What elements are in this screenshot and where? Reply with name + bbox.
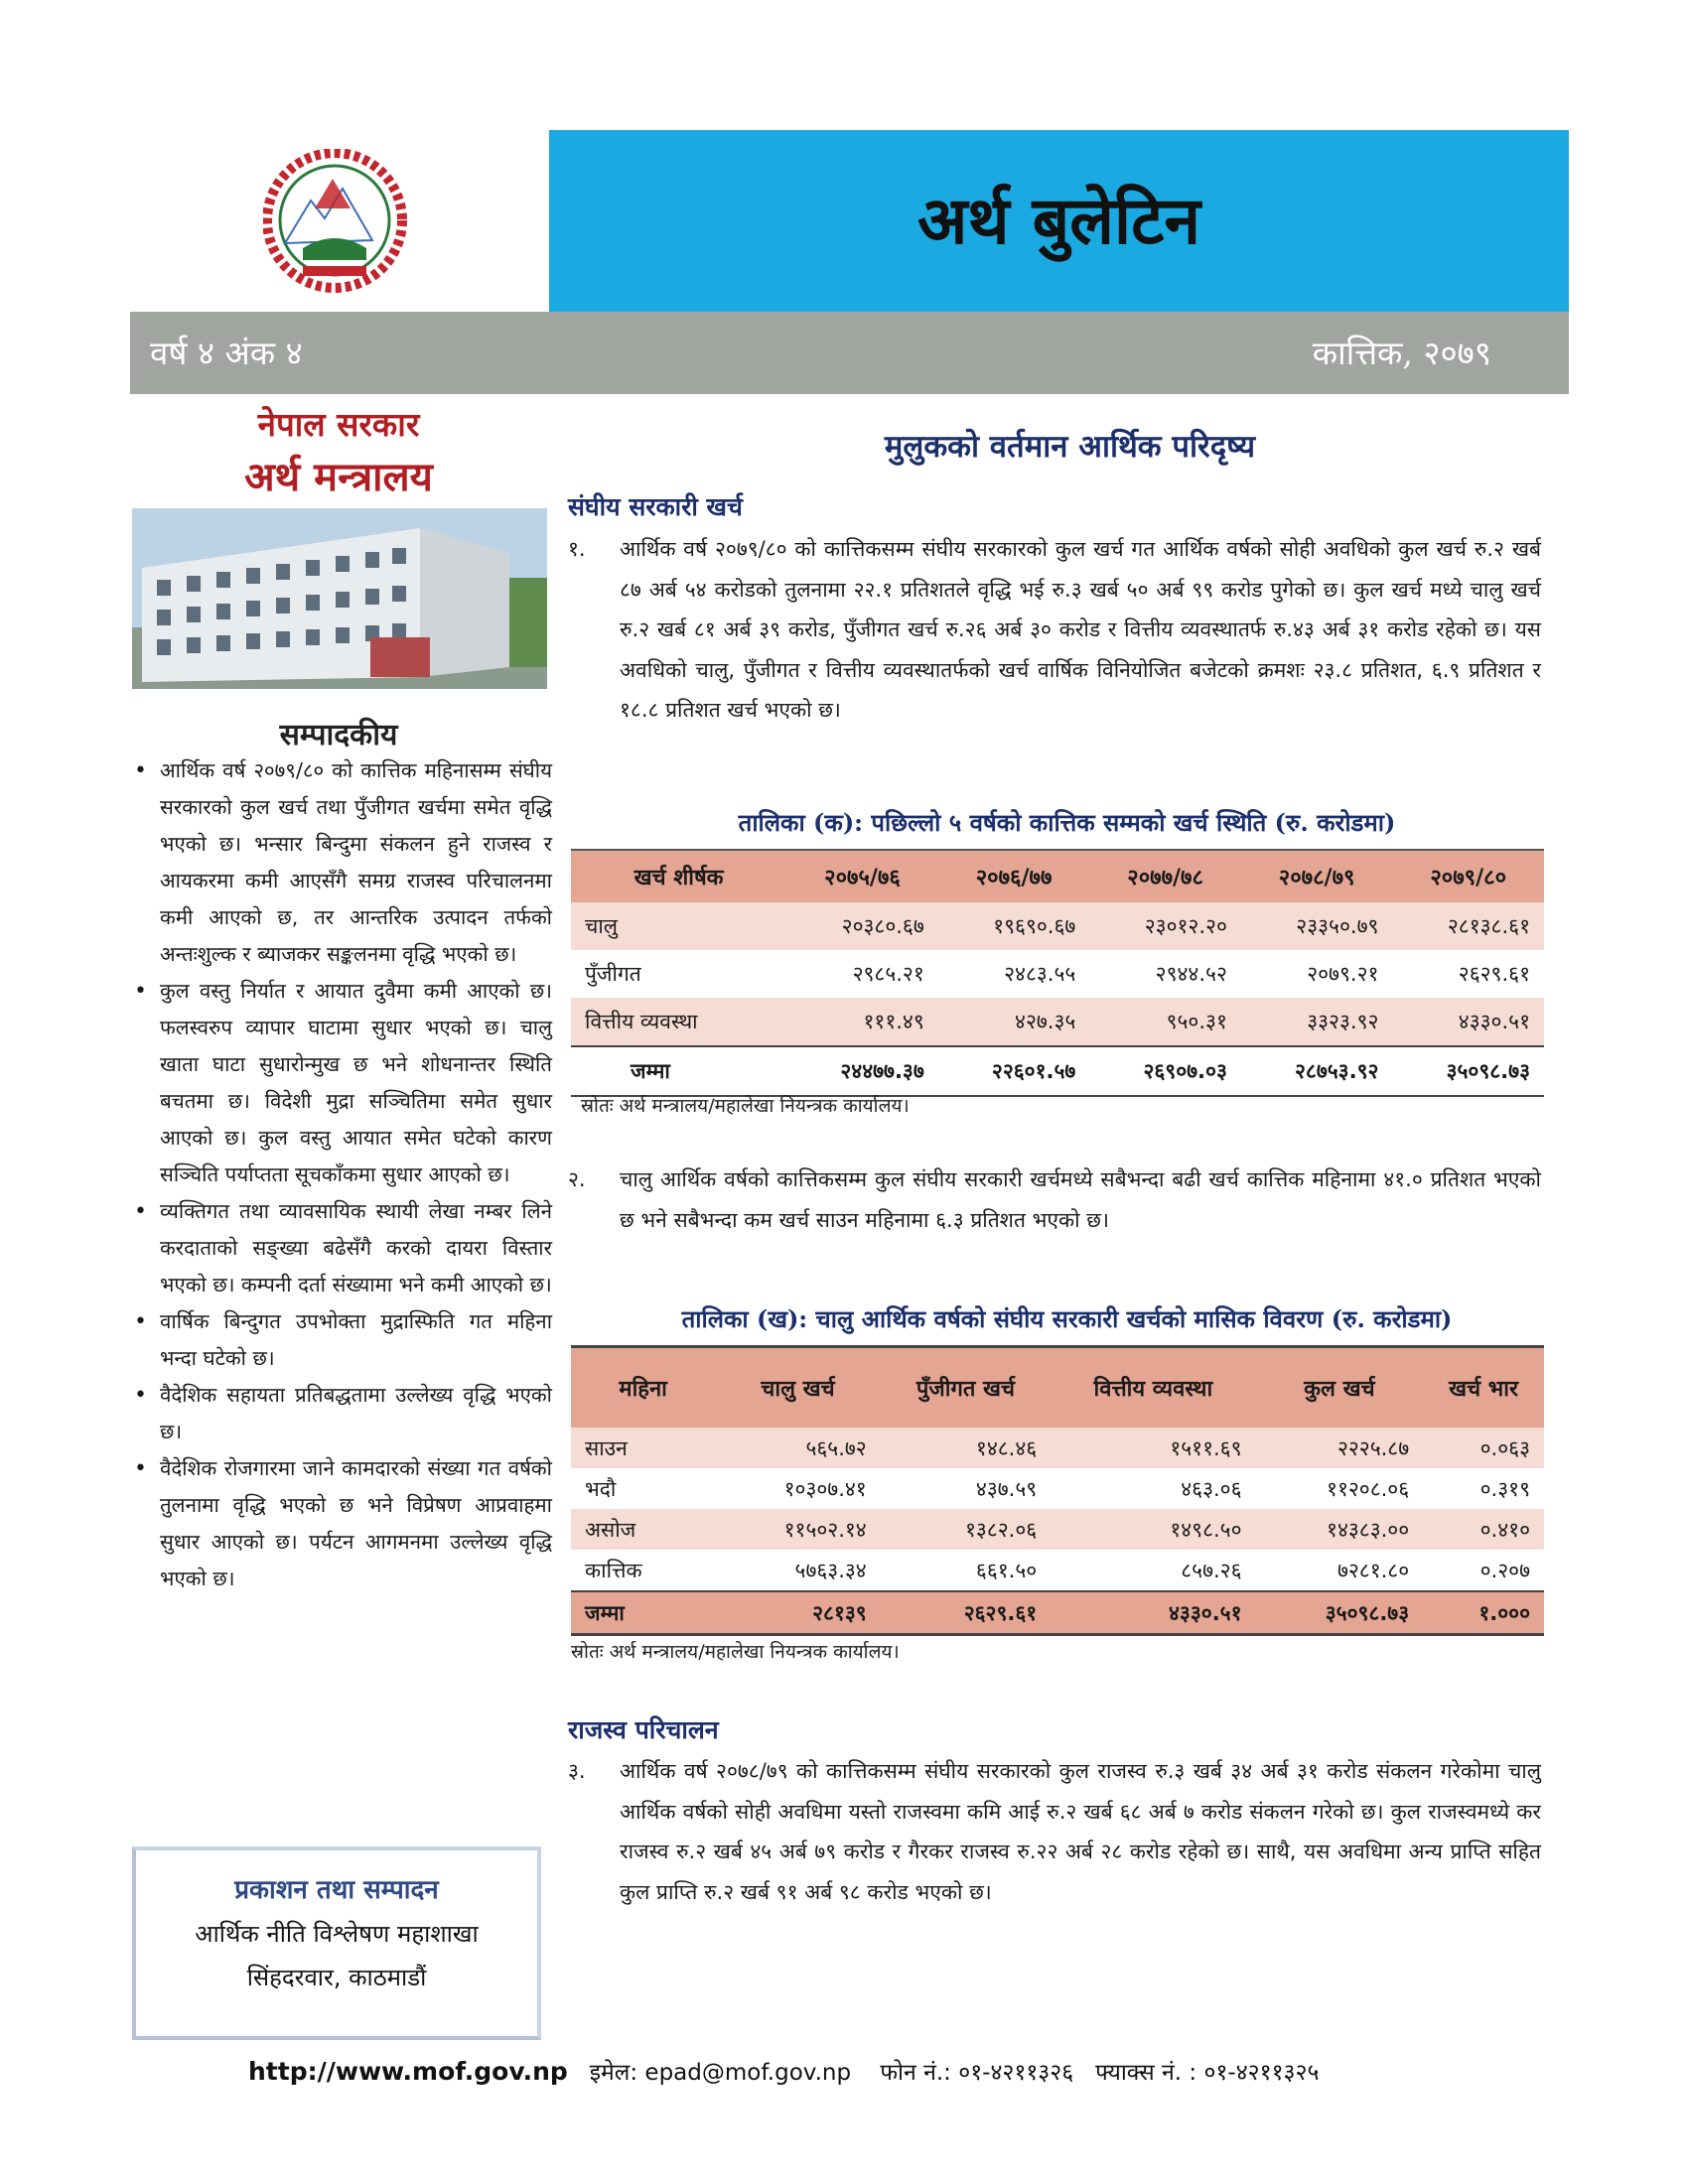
table-row (571, 1550, 1544, 1591)
issue-number: वर्ष ४ अंक ४ (150, 334, 303, 372)
column-header: वित्तीय व्यवस्था (1051, 1347, 1255, 1429)
table-cell: २२६०१.५७ (938, 1046, 1090, 1096)
table-cell: २०७९.२१ (1307, 962, 1379, 986)
row-label: साउन (571, 1428, 715, 1468)
column-header: कुल खर्च (1256, 1347, 1424, 1429)
paragraph-text: चालु आर्थिक वर्षको कात्तिकसम्म कुल संघीय सरकारी खर्चमध्ये सबैभन्दा बढी खर्च कात्तिक महिनामा ४१.० प्रतिशत भएको छ भने सबैभन्दा कम खर्च साउन महिनामा ६.३ प्रतिशत भएको छ। (620, 1167, 1541, 1232)
table-cell: ६६१.५० (975, 1558, 1038, 1582)
column-header: महिना (571, 1347, 715, 1429)
section-heading-expenditure: संघीय सरकारी खर्च (568, 492, 743, 521)
table-row (571, 902, 1544, 950)
table-cell: २८१३८.६१ (1392, 902, 1544, 950)
table-header-row (571, 1347, 1544, 1429)
email-contact[interactable]: इमेल: epad@mof.gov.np (589, 2060, 852, 2086)
monthly-expenditure-table (571, 1345, 1544, 1636)
table-cell: १४३८३.०० (1256, 1509, 1424, 1550)
paragraph-number: ३. (568, 1759, 586, 1783)
paragraph-2 (568, 1160, 1541, 1240)
expenditure-table (571, 849, 1544, 1097)
table-cell: २२२५.८७ (1256, 1428, 1424, 1468)
government-name: नेपाल सरकार (257, 405, 420, 444)
editorial-list (130, 752, 552, 1597)
row-label: चालु (571, 902, 786, 950)
column-header: चालु खर्च (715, 1347, 880, 1429)
paragraph-1 (568, 529, 1541, 731)
table-cell: ५७६३.३४ (794, 1558, 867, 1582)
table-row (571, 950, 1544, 998)
table-cell: १४९८.५० (1051, 1509, 1255, 1550)
table-row (571, 998, 1544, 1046)
table-cell: १९६९०.६७ (938, 902, 1090, 950)
row-label: भदौ (585, 1476, 617, 1501)
ministry-building-photo (132, 508, 547, 689)
table-cell: ४३७.५९ (975, 1476, 1038, 1501)
table-cell: २९४४.५२ (1155, 962, 1227, 986)
row-label: जम्मा (571, 1591, 715, 1635)
table-cell: १.००० (1423, 1591, 1544, 1635)
column-header: २०७९/८० (1392, 850, 1544, 902)
table-cell: ०.०६३ (1423, 1428, 1544, 1468)
paragraph-text: आर्थिक वर्ष २०७९/८० को कात्तिकसम्म संघीय सरकारको कुल खर्च गत आर्थिक वर्षको सोही अवधिको कुल खर्च रु.२ खर्ब ८७ अर्ब ५४ करोडको तुलनामा २२.१ प्रतिशतले वृद्धि भई रु.३ खर्ब ५० अर्ब ९९ करोड पुगेको छ। कुल खर्च मध्ये चालु खर्च रु.२ खर्ब ८१ अर्ब ३९ करोड, पुँजीगत खर्च रु.२६ अर्ब ३० करोड र वित्तीय व्यवस्थातर्फ रु.४३ अर्ब ३१ करोड रहेको छ। यस अवधिको चालु, पुँजीगत र वित्तीय व्यवस्थातर्फको खर्च वार्षिक विनियोजित बजेटको क्रमशः २३.८ प्रतिशत, ६.९ प्रतिशत र १८.८ प्रतिशत खर्च भएको छ। (620, 537, 1541, 722)
fax-contact: फ्याक्स नं. : ०१-४२११३२५ (1095, 2060, 1320, 2086)
table-cell: ९५०.३१ (1089, 998, 1241, 1046)
table-a-source: स्रोतः अर्थ मन्त्रालय/महालेखा नियन्त्रक कार्यालय। (581, 1095, 910, 1117)
row-label: कात्तिक (585, 1558, 642, 1582)
row-label: वित्तीय व्यवस्था (571, 998, 786, 1046)
table-cell: ०.३१९ (1479, 1476, 1530, 1501)
editorial-item: • कुल वस्तु निर्यात र आयात दुवैमा कमी आएको छ। फलस्वरुप व्यापार घाटामा सुधार भएको छ। चालु खाता घाटा सुधारोन्मुख छ भने शोधनान्तर स्थिति बचतमा छ। विदेशी मुद्रा सञ्चितिमा समेत सुधार आएको छ। कुल वस्तु आयात समेत घटेको कारण सञ्चिति पर्याप्तता सूचकाँकमा सुधार आएको छ। (150, 973, 552, 1193)
table-total-row (571, 1046, 1544, 1096)
column-header: २०७६/७७ (938, 850, 1090, 902)
paragraph-number: १. (568, 537, 586, 561)
table-cell: १५११.६९ (1051, 1428, 1255, 1468)
publication-box (132, 1846, 541, 2040)
bulletin-title: अर्थ बुलेटिन (917, 182, 1200, 259)
editorial-heading: सम्पादकीय (279, 718, 398, 752)
column-header: खर्च भार (1423, 1347, 1544, 1429)
table-header-row (571, 850, 1544, 902)
table-cell: १११.४९ (786, 998, 938, 1046)
table-cell: ८५७.२६ (1181, 1558, 1242, 1582)
table-cell: २८१३९ (715, 1591, 880, 1635)
table-cell: २३३५०.७९ (1241, 902, 1393, 950)
table-row (571, 1509, 1544, 1550)
table-cell: ४३३०.५१ (1392, 998, 1544, 1046)
column-header: खर्च शीर्षक (571, 850, 786, 902)
website-link[interactable]: http://www.mof.gov.np (248, 2057, 568, 2086)
editorial-item: • व्यक्तिगत तथा व्यावसायिक स्थायी लेखा नम्बर लिने करदाताको सङ्ख्या बढेसँगै करको दायरा विस्तार भएको छ। कम्पनी दर्ता संख्यामा भने कमी आएको छ। (150, 1193, 552, 1303)
table-cell: ४६३.०६ (1181, 1476, 1242, 1501)
main-heading: मुलुकको वर्तमान आर्थिक परिदृष्य (884, 429, 1256, 465)
table-b-source: स्रोतः अर्थ मन्त्रालय/महालेखा नियन्त्रक कार्यालय। (571, 1641, 900, 1663)
table-cell: ७२८१.८० (1336, 1558, 1410, 1582)
table-cell: २०३८०.६७ (786, 902, 938, 950)
title-band (549, 130, 1569, 312)
editorial-item: • वैदेशिक सहायता प्रतिबद्धतामा उल्लेख्य वृद्धि भएको छ। (150, 1377, 552, 1450)
table-a-caption: तालिका (क): पछिल्लो ५ वर्षको कात्तिक सम्मको खर्च स्थिति (रु. करोडमा) (738, 808, 1396, 837)
table-cell: ०.२०७ (1479, 1558, 1530, 1582)
ministry-name: अर्थ मन्त्रालय (244, 454, 433, 500)
issue-bar (130, 312, 1569, 394)
nepal-emblem-logo (263, 149, 407, 293)
table-row (571, 1468, 1544, 1509)
paragraph-3 (568, 1751, 1541, 1912)
editorial-item: • वार्षिक बिन्दुगत उपभोक्ता मुद्रास्फिति गत महिना भन्दा घटेको छ। (150, 1303, 552, 1377)
column-header: २०७८/७९ (1241, 850, 1393, 902)
editorial-item: • वैदेशिक रोजगारमा जाने कामदारको संख्या गत वर्षको तुलनामा वृद्धि भएको छ भने विप्रेषण आप्रवाहमा सुधार आएको छ। पर्यटन आगमनमा उल्लेख्य वृद्धि भएको छ। (150, 1450, 552, 1597)
table-cell: २६२९.६१ (1458, 962, 1530, 986)
table-cell: २३०१२.२० (1089, 902, 1241, 950)
table-cell: ०.४१० (1423, 1509, 1544, 1550)
table-cell: १०३०७.४१ (783, 1476, 867, 1501)
table-cell: ३५०९८.७३ (1392, 1046, 1544, 1096)
publication-division: आर्थिक नीति विश्लेषण महाशाखा (195, 1920, 479, 1948)
table-cell: ५६५.७२ (715, 1428, 880, 1468)
table-cell: २८७५३.९२ (1241, 1046, 1393, 1096)
table-cell: ११२०८.०६ (1327, 1476, 1410, 1501)
paragraph-number: २. (568, 1167, 586, 1191)
table-cell: २६२९.६१ (881, 1591, 1051, 1635)
column-header: पुँजीगत खर्च (881, 1347, 1051, 1429)
table-cell: २४८३.५५ (1004, 962, 1076, 986)
row-label: पुँजीगत (585, 962, 641, 986)
table-cell: २४४७७.३७ (786, 1046, 938, 1096)
issue-date: कात्तिक, २०७९ (1312, 334, 1491, 372)
row-label: जम्मा (571, 1046, 786, 1096)
phone-contact: फोन नं.: ०१-४२११३२६ (880, 2060, 1074, 2086)
table-cell: ४३३०.५१ (1051, 1591, 1255, 1635)
table-cell: ११५०२.१४ (715, 1509, 880, 1550)
column-header: २०७७/७८ (1089, 850, 1241, 902)
table-cell: १४८.४६ (881, 1428, 1051, 1468)
footer (248, 2055, 1539, 2087)
editorial-item: • आर्थिक वर्ष २०७९/८० को कात्तिक महिनासम्म संघीय सरकारको कुल खर्च तथा पुँजीगत खर्चमा समेत वृद्धि भएको छ। भन्सार बिन्दुमा संकलन हुने राजस्व र आयकरमा कमी आएसँगै समग्र राजस्व परिचालनमा कमी आएको छ, तर आन्तरिक उत्पादन तर्फको अन्तःशुल्क र ब्याजकर सङ्कलनमा वृद्धि भएको छ। (150, 752, 552, 973)
publication-address: सिंहदरवार, काठमाडौं (246, 1964, 427, 1991)
section-heading-revenue: राजस्व परिचालन (568, 1715, 719, 1744)
table-row (571, 1428, 1544, 1468)
publication-title: प्रकाशन तथा सम्पादन (234, 1875, 439, 1905)
table-b-caption: तालिका (ख): चालु आर्थिक वर्षको संघीय सरकारी खर्चको मासिक विवरण (रु. करोडमा) (681, 1304, 1453, 1333)
table-cell: ३३२३.९२ (1241, 998, 1393, 1046)
table-cell: ४२७.३५ (938, 998, 1090, 1046)
table-cell: २६९०७.०३ (1089, 1046, 1241, 1096)
table-cell: १३८२.०६ (881, 1509, 1051, 1550)
table-cell: ३५०९८.७३ (1256, 1591, 1424, 1635)
row-label: असोज (571, 1509, 715, 1550)
table-total-row (571, 1591, 1544, 1635)
paragraph-text: आर्थिक वर्ष २०७८/७९ को कात्तिकसम्म संघीय सरकारको कुल राजस्व रु.३ खर्ब ३४ अर्ब ३१ करोड संकलन गरेकोमा चालु आर्थिक वर्षको सोही अवधिमा यस्तो राजस्वमा कमि आई रु.२ खर्ब ६८ अर्ब ७ करोड संकलन गरेको छ। कुल राजस्वमध्ये कर राजस्व रु.२ खर्ब ४५ अर्ब ७९ करोड र गैरकर राजस्व रु.२२ अर्ब २८ करोड रहेको छ। साथै, यस अवधिमा अन्य प्राप्ति सहित कुल प्राप्ति रु.२ खर्ब ९१ अर्ब ९८ करोड भएको छ। (620, 1759, 1541, 1904)
column-header: २०७५/७६ (786, 850, 938, 902)
table-cell: २९८५.२१ (852, 962, 924, 986)
